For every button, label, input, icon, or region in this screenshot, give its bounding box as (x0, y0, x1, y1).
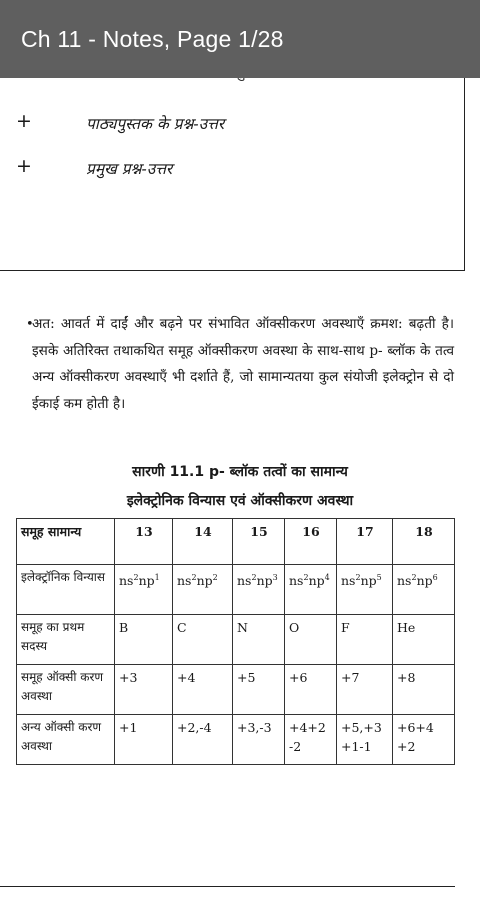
table-row-label: समूह का प्रथम सदस्य (17, 615, 115, 665)
table-cell: +3 (115, 665, 173, 715)
table-caption-line2: इलेक्ट्रोनिक विन्यास एवं ऑक्सीकरण अवस्था (126, 493, 354, 509)
table-cell: $ns^2np^2$ (173, 565, 233, 615)
table-cell: +8 (393, 665, 455, 715)
table-row (17, 715, 455, 765)
table-row-label: समूह ऑक्सी करण अवस्था (17, 665, 115, 715)
table-cell: +4 (173, 665, 233, 715)
contents-item (0, 110, 440, 136)
table-row (17, 665, 455, 715)
table-cell: +6+4 +2 (393, 715, 455, 765)
table-header-row (17, 519, 455, 565)
table-cell: +3,-3 (233, 715, 285, 765)
contents-item-label: पाठ्यपुस्तक के प्रश्न-उत्तर (86, 115, 225, 133)
p-block-table (16, 518, 455, 765)
table-header-cell: 18 (393, 519, 455, 565)
plus-icon: + (16, 110, 32, 132)
table-header-cell: 16 (285, 519, 337, 565)
table-header-cell: 14 (173, 519, 233, 565)
table-cell: +1 (115, 715, 173, 765)
table-cell: +5,+3 +1-1 (337, 715, 393, 765)
table-row-label: अन्य ऑक्सी करण अवस्था (17, 715, 115, 765)
table-cell: $ns^2np^3$ (233, 565, 285, 615)
table-cell: O (285, 615, 337, 665)
table-cell: $ns^2np^1$ (115, 565, 173, 615)
table-header-cell: समूह सामान्य (17, 519, 115, 565)
table-header-cell: 15 (233, 519, 285, 565)
table-cell: C (173, 615, 233, 665)
bullet-dot-icon: • (26, 317, 34, 332)
body-paragraph: अत: आवर्त में दाईं और बढ़ने पर संभावित ऑक्सीकरण अवस्थाएँ क्रमश: बढ़ती है। इसके अतिरिक्त तथाकथित समूह ऑक्सीकरण अवस्था के साथ-साथ p- ब्लॉक के तत्व अन्य ऑक्सीकरण अवस्थाएँ भी दर्शाते हैं, जो सामान्यतया कुल संयोजी इलेक्ट्रोन से दो ईकाई कम होती है। (32, 316, 454, 412)
table-caption-line1: सारणी 11.1 p- ब्लॉक तत्वों का सामान्य (132, 464, 348, 480)
table-row (17, 615, 455, 665)
app-bar (0, 0, 480, 78)
table-cell: +2,-4 (173, 715, 233, 765)
page-title: Ch 11 - Notes, Page 1/28 (21, 25, 284, 52)
table-cell: $ns^2np^5$ (337, 565, 393, 615)
table-row (17, 565, 455, 615)
table-cell: He (393, 615, 455, 665)
table-cell: +4+2 -2 (285, 715, 337, 765)
table-header-cell: 17 (337, 519, 393, 565)
table-cell: $ns^2np^4$ (285, 565, 337, 615)
table-cell: +5 (233, 665, 285, 715)
table-cell: F (337, 615, 393, 665)
table-cell: B (115, 615, 173, 665)
table-cell: +6 (285, 665, 337, 715)
table-cell: $ns^2np^6$ (393, 565, 455, 615)
contents-item (0, 155, 440, 181)
page-divider (0, 886, 455, 887)
plus-icon: + (16, 155, 32, 177)
table-header-cell: 13 (115, 519, 173, 565)
table-row-label: इलेक्ट्रॉनिक विन्यास (17, 565, 115, 615)
contents-item-label: प्रमुख प्रश्न-उत्तर (86, 160, 173, 178)
table-cell: N (233, 615, 285, 665)
table-cell: +7 (337, 665, 393, 715)
